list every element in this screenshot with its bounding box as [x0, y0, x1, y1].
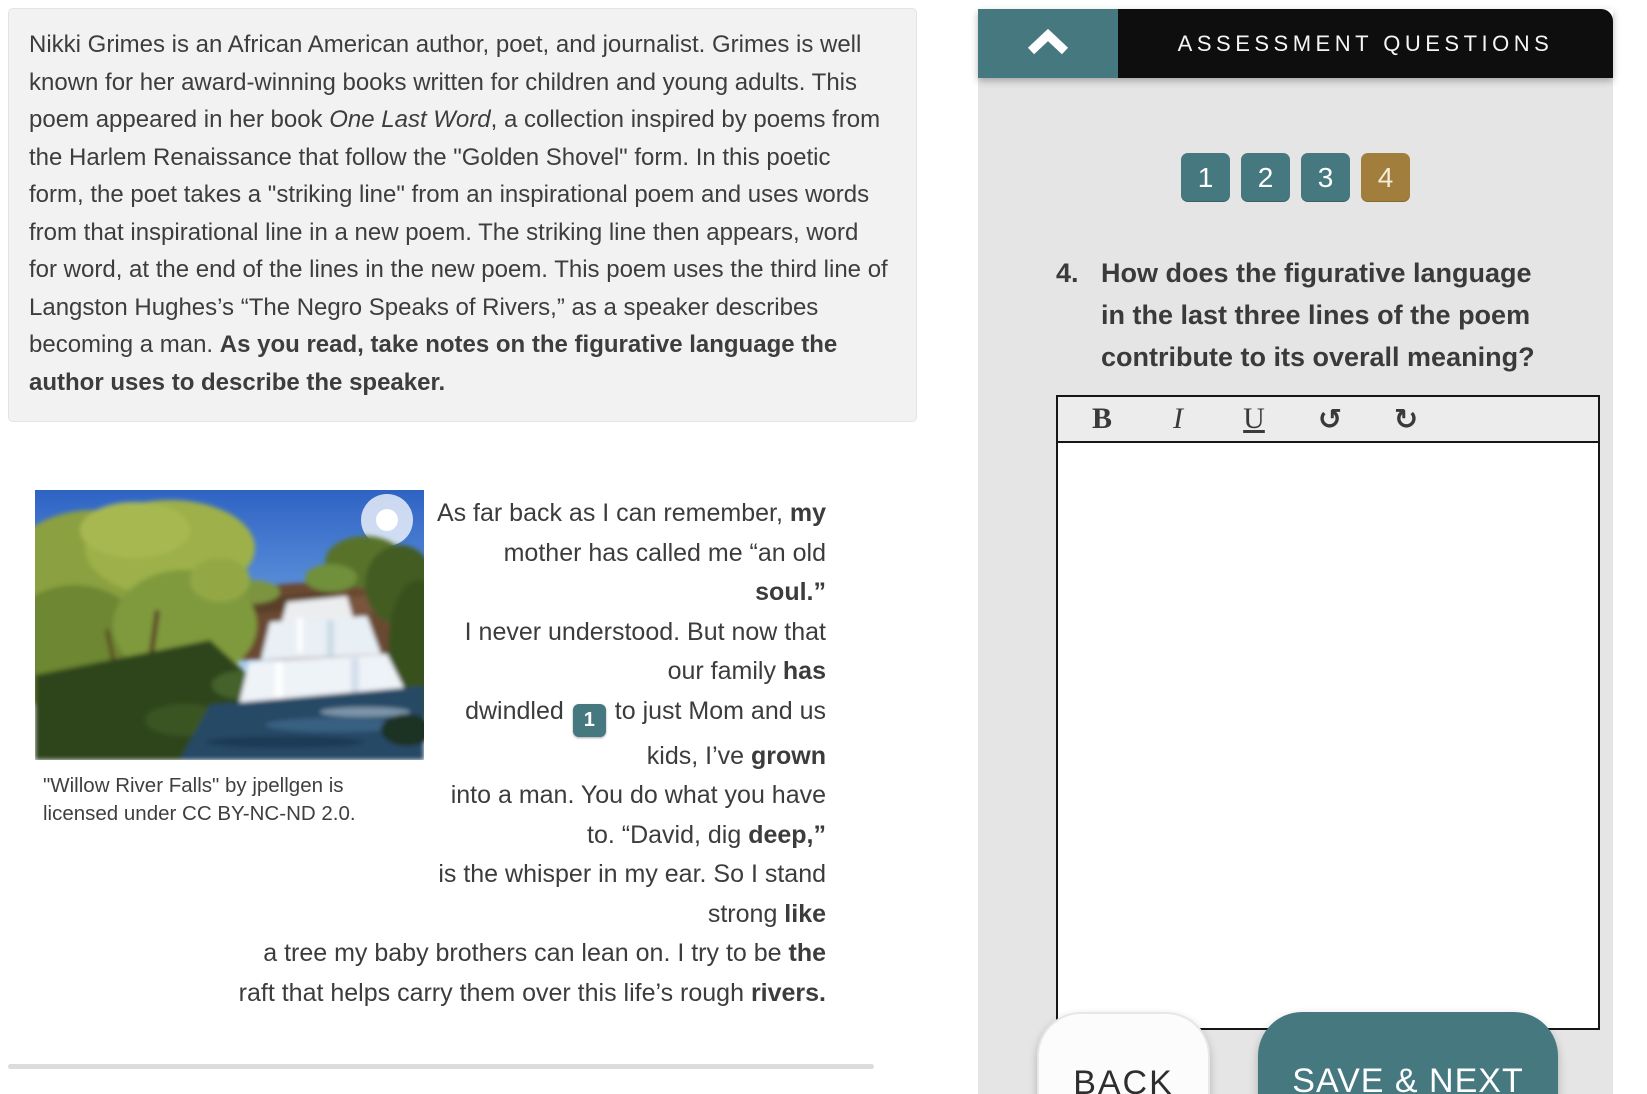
question-nav-button-2[interactable]: 2 [1241, 153, 1290, 202]
save-next-button[interactable] [1258, 1012, 1558, 1094]
answer-editor [1056, 395, 1600, 1030]
panel-title [1118, 9, 1613, 78]
poem-line: mother has called me “an old [503, 538, 826, 567]
assessment-panel-header [978, 9, 1613, 78]
poem-line: soul.” [755, 578, 826, 606]
undo-icon[interactable]: ↺ [1292, 397, 1368, 441]
editor-toolbar [1058, 397, 1598, 443]
poem-line: our family has [667, 657, 826, 685]
question-nav [978, 153, 1613, 202]
redo-icon[interactable]: ↻ [1368, 397, 1444, 441]
question-4 [1056, 252, 1538, 378]
willow-river-falls-photo [35, 490, 424, 760]
assessment-panel [978, 0, 1613, 1094]
question-text: How does the figurative language in the last three lines of the poem contribute to its overall meaning? [1101, 258, 1535, 372]
poem-line: to. “David, dig deep,” [587, 820, 826, 849]
question-number: 4. [1056, 258, 1079, 288]
footnote-1-button[interactable]: 1 [573, 704, 606, 737]
passage-intro: Nikki Grimes is an African American author, poet, and journalist. Grimes is well known for her award-winning books written for children and young adults. This poem appeared in her book One Last Word, a collection inspired by poems from the Harlem Renaissance that follow the "Golden Shovel" form. In this poetic form, the poet takes a "striking line" from an inspirational poem and uses words from that inspirational line in a new poem. The striking line then appears, word for word, at the end of the lines in the new poem. This poem uses the third line of Langston Hughes’s “The Negro Speaks of Rivers,” as a speaker describes becoming a man. As you read, take notes on the figurative language the author uses to describe the speaker. [8, 8, 917, 422]
poem-line: a tree my baby brothers can lean on. I try to be the [263, 939, 826, 968]
answer-textarea[interactable] [1058, 443, 1598, 1028]
collapse-panel-button[interactable] [978, 9, 1118, 78]
poem-section [8, 490, 826, 1013]
question-nav-button-4[interactable]: 4 [1361, 153, 1410, 202]
poem-line: raft that helps carry them over this life’s rough rivers. [238, 978, 826, 1007]
photo-caption: "Willow River Falls" by jpellgen is licensed under CC BY-NC-ND 2.0. [43, 774, 356, 825]
section-divider [8, 1064, 874, 1069]
bold-icon[interactable]: B [1064, 397, 1140, 441]
poem-line: I never understood. But now that [464, 617, 826, 646]
poem-line: kids, I’ve grown [646, 741, 826, 770]
underline-icon[interactable]: U [1216, 397, 1292, 441]
panel-title-label: ASSESSMENT QUESTIONS [1177, 30, 1554, 56]
poem-line: strong like [707, 899, 826, 928]
chevron-up-icon [1026, 29, 1070, 58]
poem-line: into a man. You do what you have [450, 781, 826, 810]
poem-line: is the whisper in my ear. So I stand [438, 860, 826, 889]
question-nav-button-3[interactable]: 3 [1301, 153, 1350, 202]
question-nav-button-1[interactable]: 1 [1181, 153, 1230, 202]
save-next-button-label: SAVE & NEXT [1292, 1062, 1524, 1094]
back-button[interactable] [1037, 1012, 1210, 1094]
poem-line: dwindled 1 to just Mom and us [8, 692, 826, 737]
italic-icon[interactable]: I [1140, 397, 1216, 441]
figure [8, 490, 424, 910]
back-button-label: BACK [1073, 1064, 1174, 1094]
poem-line: As far back as I can remember, my [436, 499, 826, 527]
